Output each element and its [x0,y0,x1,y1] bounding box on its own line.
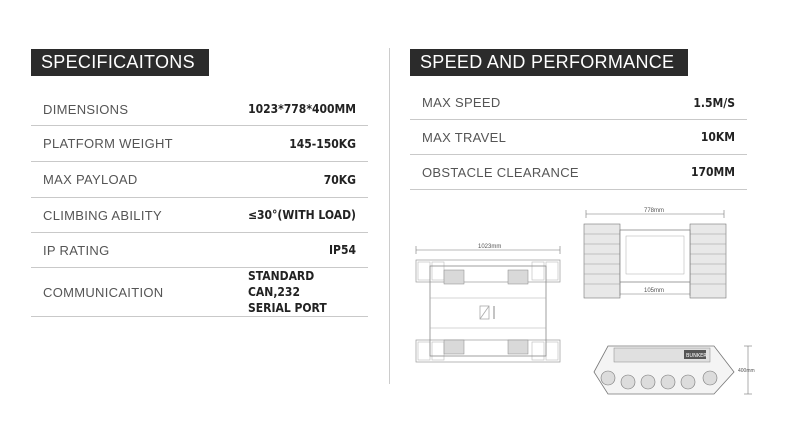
spec-value: IP54 [329,243,356,257]
spec-label: DIMENSIONS [43,101,129,117]
front-view-drawing [580,204,730,304]
spec-row-ip-rating [31,233,368,268]
top-view-drawing [408,236,570,372]
top-length-label: 1023mm [478,244,502,250]
spec-value: 145-150KG [289,136,356,151]
logo-mark-icon [480,306,494,319]
perf-value: 1.5M/S [693,95,735,110]
spec-value-line: SERIAL PORT [248,301,327,315]
ground-clearance-label: 105mm [644,288,665,294]
spec-row-communication [31,268,368,317]
spec-label: CLIMBING ABILITY [43,207,162,223]
side-view-drawing [588,332,764,402]
spec-label: PLATFORM WEIGHT [43,136,173,151]
front-width-label: 778mm [644,208,665,214]
perf-value: 170MM [690,165,735,179]
perf-row-max-travel [410,120,747,155]
spec-label: MAX PAYLOAD [43,172,138,187]
column-divider [389,48,390,384]
spec-value-line: STANDARD CAN,232 [248,269,315,299]
perf-row-max-speed [410,86,747,120]
spec-value: ≤30°(WITH LOAD) [247,208,356,222]
spec-row-max-payload [31,162,368,198]
spec-row-platform-weight [31,126,368,162]
specifications-title: SPECIFICAITONS [31,49,209,76]
spec-value: 70KG [323,172,356,187]
perf-value: 10KM [700,130,735,144]
performance-title: SPEED AND PERFORMANCE [410,49,688,76]
perf-label: OBSTACLE CLEARANCE [422,164,579,180]
spec-value: 1023*778*400MM [248,102,356,116]
spec-row-climbing-ability [31,198,368,233]
spec-value [248,268,356,316]
perf-row-obstacle-clearance [410,155,747,190]
spec-label: COMMUNICAITION [43,284,164,300]
side-height-label: 400mm [738,368,755,374]
perf-label: MAX SPEED [422,95,501,110]
side-brand-label: BUNKER [686,353,707,359]
spec-row-dimensions [31,93,368,126]
perf-label: MAX TRAVEL [422,129,507,145]
spec-label: IP RATING [43,242,110,258]
